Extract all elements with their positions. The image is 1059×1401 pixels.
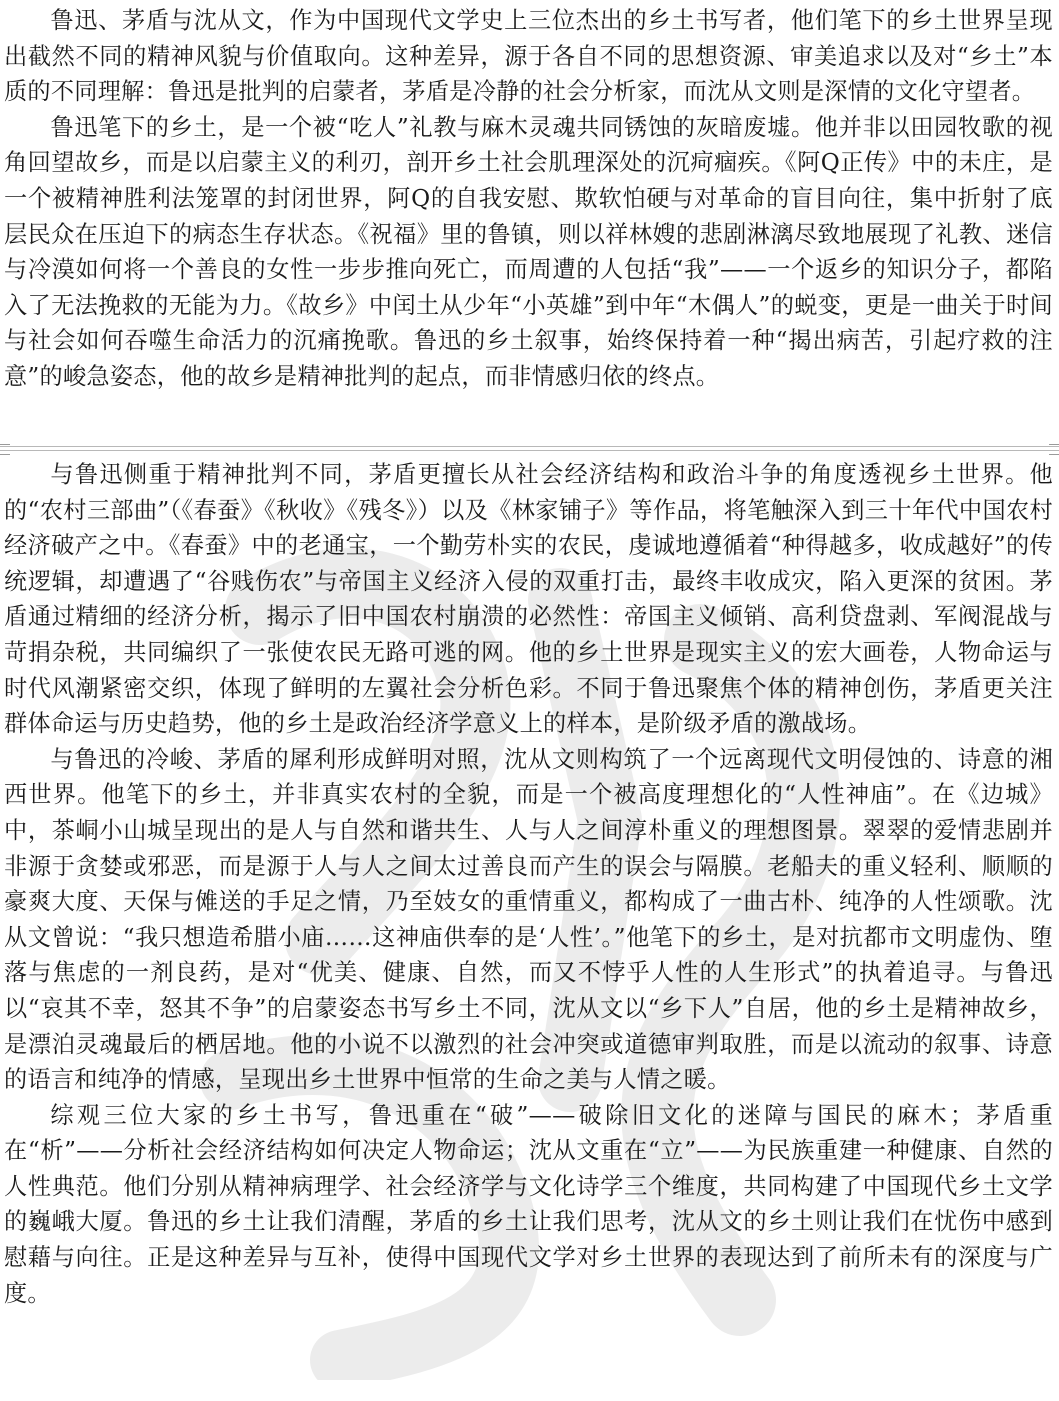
paragraph-luxun: 鲁迅笔下的乡土，是一个被“吃人”礼教与麻木灵魂共同锈蚀的灰暗废墟。他并非以田园牧歌的视角回望故乡，而是以启蒙主义的利刃，剖开乡土社会肌理深处的沉疴痼疾。《阿Q正传》中的未庄，是一个被精神胜利法笼罩的封闭世界，阿Q的自我安慰、欺软怕硬与对革命的盲目向往，集中折射了底层民众在压迫下的病态生存状态。《祝福》里的鲁镇，则以祥林嫂的悲剧淋漓尽致地展现了礼教、迷信与冷漠如何将一个善良的女性一步步推向死亡，而周遭的人包括“我”——一个返乡的知识分子，都陷入了无法挽救的无能为力。《故乡》中闰土从少年“小英雄”到中年“木偶人”的蜕变，更是一曲关于时间与社会如何吞噬生命活力的沉痛挽歌。鲁迅的乡土叙事，始终保持着一种“揭出病苦，引起疗救的注意”的峻急姿态，他的故乡是精神批判的起点，而非情感归依的终点。 — [4, 113, 1053, 390]
page-top-section — [0, 0, 1059, 445]
paragraph-conclusion: 综观三位大家的乡土书写，鲁迅重在“破”——破除旧文化的迷障与国民的麻木；茅盾重在“析”——分析社会经济结构如何决定人物命运；沈从文重在“立”——为民族重建一种健康、自然的人性典范。他们分别从精神病理学、社会经济学与文化诗学三个维度，共同构建了中国现代乡土文学的巍峨大厦。鲁迅的乡土让我们清醒，茅盾的乡土让我们思考，沈从文的乡土则让我们在忧伤中感到慰藉与向往。正是这种差异与互补，使得中国现代文学对乡土世界的表现达到了前所未有的深度与广度。 — [4, 1101, 1053, 1307]
paragraph-maodun: 与鲁迅侧重于精神批判不同，茅盾更擅长从社会经济结构和政治斗争的角度透视乡土世界。他的“农村三部曲”（《春蚕》《秋收》《残冬》）以及《林家铺子》等作品，将笔触深入到三十年代中国农村经济破产之中。《春蚕》中的老通宝，一个勤劳朴实的农民，虔诚地遵循着“种得越多，收成越好”的传统逻辑，却遭遇了“谷贱伤农”与帝国主义经济入侵的双重打击，最终丰收成灾，陷入更深的贫困。茅盾通过精细的经济分析，揭示了旧中国农村崩溃的必然性：帝国主义倾销、高利贷盘剥、军阀混战与苛捐杂税，共同编织了一张使农民无路可逃的网。他的乡土世界是现实主义的宏大画卷，人物命运与时代风潮紧密交织，体现了鲜明的左翼社会分析色彩。不同于鲁迅聚焦个体的精神创伤，茅盾更关注群体命运与历史趋势，他的乡土是政治经济学意义上的样本，是阶级矛盾的激战场。 — [4, 461, 1053, 738]
page-break-line-bottom — [0, 450, 1059, 451]
paragraph-shencongwen: 与鲁迅的冷峻、茅盾的犀利形成鲜明对照，沈从文则构筑了一个远离现代文明侵蚀的、诗意的湘西世界。他笔下的乡土，并非真实农村的全貌，而是一个被高度理想化的“人性神庙”。在《边城》中，茶峒小山城呈现出的是人与自然和谐共生、人与人之间淳朴重义的理想图景。翠翠的爱情悲剧并非源于贪婪或邪恶，而是源于人与人之间太过善良而产生的误会与隔膜。老船夫的重义轻利、顺顺的豪爽大度、天保与傩送的手足之情，乃至妓女的重情重义，都构成了一曲古朴、纯净的人性颂歌。沈从文曾说：“我只想造希腊小庙……这神庙供奉的是‘人性’。”他笔下的乡土，是对抗都市文明虚伪、堕落与焦虑的一剂良药，是对“优美、健康、自然，而又不悖乎人性的人生形式”的执着追寻。与鲁迅以“哀其不幸，怒其不争”的启蒙姿态书写乡土不同，沈从文以“乡下人”自居，他的乡土是精神故乡，是漂泊灵魂最后的栖居地。他的小说不以激烈的社会冲突或道德审判取胜，而是以流动的叙事、诗意的语言和纯净的情感，呈现出乡土世界中恒常的生命之美与人情之暖。 — [4, 745, 1053, 1094]
paragraph-intro: 鲁迅、茅盾与沈从文，作为中国现代文学史上三位杰出的乡土书写者，他们笔下的乡土世界呈现出截然不同的精神风貌与价值取向。这种差异，源于各自不同的思想资源、审美追求以及对“乡土”本质的不同理解：鲁迅是批判的启蒙者，茅盾是冷静的社会分析家，而沈从文则是深情的文化守望者。 — [4, 7, 1053, 106]
page-bottom-section — [0, 452, 1059, 1401]
page-break-line-top — [0, 446, 1059, 447]
